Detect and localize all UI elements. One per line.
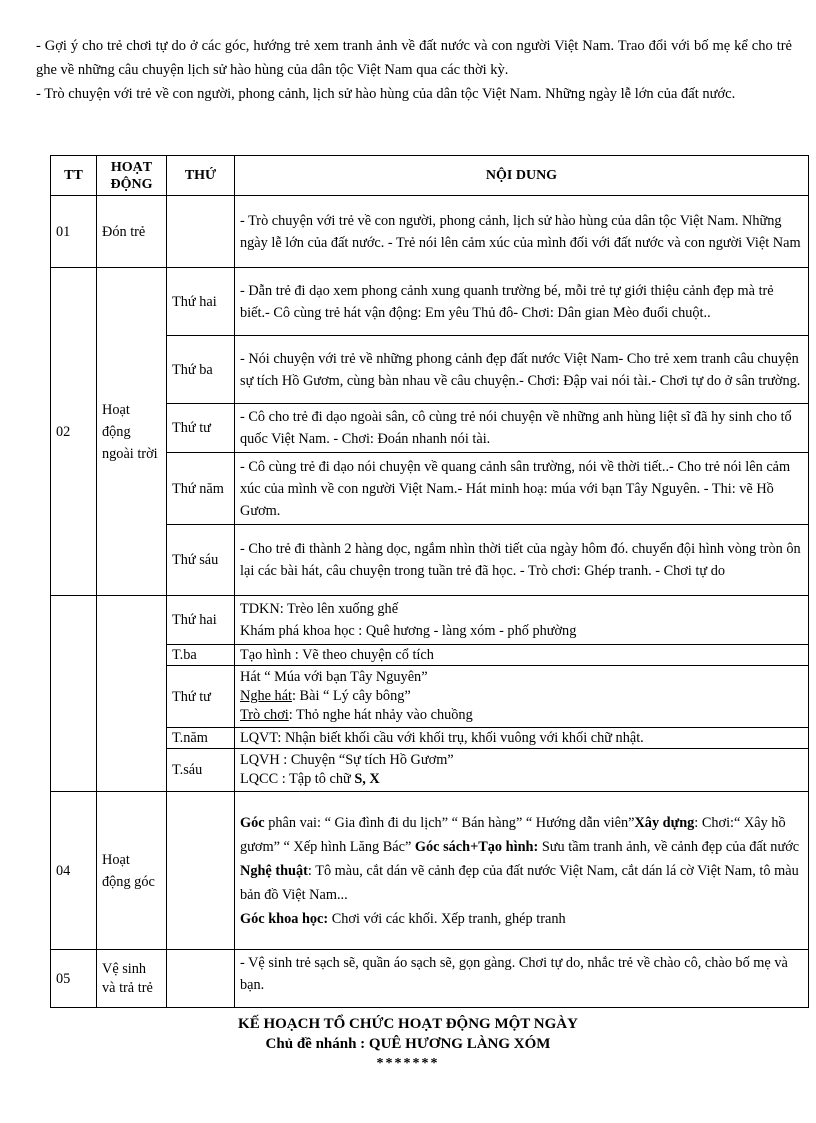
row-day: Thứ tư — [167, 666, 235, 728]
table-row — [51, 792, 809, 950]
table-row — [51, 950, 809, 1008]
row-tt: 02 — [51, 268, 97, 596]
content-text: : Chơi:“ Xây hồ gươm” “ Xếp hình Lăng Bác” — [240, 814, 786, 855]
row-activity: Hoạt động ngoài trời — [97, 268, 167, 596]
header-tt: TT — [51, 156, 97, 196]
row-tt: 05 — [51, 950, 97, 1008]
footer-title: KẾ HOẠCH TỔ CHỨC HOẠT ĐỘNG MỘT NGÀY — [238, 1016, 578, 1032]
content-bold: Góc — [240, 814, 265, 831]
content-text: Chơi với các khối. Xếp tranh, ghép tranh — [328, 910, 566, 927]
table-header-row — [51, 156, 809, 196]
content-bold: Góc khoa học: — [240, 910, 329, 927]
table-row — [51, 268, 809, 336]
content-text: : Thỏ nghe hát nhảy vào chuồng — [288, 707, 473, 723]
content-text: : Bài “ Lý cây bông” — [292, 688, 411, 704]
row-activity: Vệ sinh và trả trẻ — [97, 950, 167, 1008]
row-day — [167, 196, 235, 268]
content-paragraph — [240, 859, 803, 907]
row-content — [235, 666, 809, 728]
content-text: Sưu tầm tranh ảnh, về cảnh đẹp của đất nước — [538, 838, 800, 855]
row-content: - Dẫn trẻ đi dạo xem phong cảnh xung quanh trường bé, mỗi trẻ tự giới thiệu cảnh đẹp mà trẻ biết.- Cô cùng trẻ hát vận động: Em yêu Thủ đô- Chơi: Dân gian Mèo đuổi chuột.. — [235, 268, 809, 336]
row-day: T.sáu — [167, 749, 235, 792]
row-content: - Cô cho trẻ đi dạo ngoài sân, cô cùng trẻ nói chuyện về những anh hùng liệt sĩ đã hy sinh cho tổ quốc Việt Nam. - Chơi: Đoán nhanh nói tài. — [235, 404, 809, 453]
content-paragraph — [240, 907, 803, 931]
row-tt: 01 — [51, 196, 97, 268]
header-noi-dung: NỘI DUNG — [235, 156, 809, 196]
content-text: phân vai: — [264, 814, 325, 831]
content-label: Trò chơi — [240, 707, 289, 723]
footer-subtitle: Chủ đề nhánh : QUÊ HƯƠNG LÀNG XÓM — [265, 1036, 551, 1052]
row-content: - Trò chuyện với trẻ về con người, phong cảnh, lịch sử hào hùng của dân tộc Việt Nam. Những ngày lễ lớn của đất nước. - Trẻ nói lên cảm xúc của mình đối với đất nước và con người Việt Nam — [235, 196, 809, 268]
intro-text — [36, 34, 792, 106]
content-line — [240, 687, 803, 706]
table-row — [51, 596, 809, 645]
row-activity — [97, 596, 167, 792]
row-activity: Hoạt động góc — [97, 792, 167, 950]
row-content — [235, 596, 809, 645]
row-day: Thứ ba — [167, 336, 235, 404]
content-line: Khám phá khoa học : Quê hương - làng xóm - phố phường — [240, 623, 577, 639]
row-day — [167, 792, 235, 950]
content-line — [240, 706, 803, 725]
content-line: LQVH : Chuyện “Sự tích Hồ Gươm” — [240, 752, 454, 768]
intro-paragraph: - Gợi ý cho trẻ chơi tự do ở các góc, hướng trẻ xem tranh ảnh về đất nước và con người Việt Nam. Trao đổi với bố mẹ kể cho trẻ ghe về những câu chuyện lịch sử hào hùng của dân tộc Việt Nam qua các thời kỳ. — [36, 38, 792, 78]
content-line — [240, 770, 803, 789]
row-day: Thứ hai — [167, 268, 235, 336]
row-day: Thứ sáu — [167, 525, 235, 596]
row-tt: 04 — [51, 792, 97, 950]
footer-stars: ******* — [376, 1056, 440, 1071]
row-content: Tạo hình : Vẽ theo chuyện cổ tích — [235, 645, 809, 666]
content-bold: S, X — [354, 771, 380, 787]
row-content — [235, 749, 809, 792]
content-label: Nghe hát — [240, 688, 293, 704]
row-content: - Cho trẻ đi thành 2 hàng dọc, ngắm nhìn thời tiết của ngày hôm đó. chuyển đội hình vòng tròn ôn lại các bài hát, câu chuyện trong tuần trẻ đã học. - Trò chơi: Ghép tranh. - Chơi tự do — [235, 525, 809, 596]
table-row — [51, 196, 809, 268]
content-bold: Góc sách+Tạo hình: — [414, 838, 539, 855]
row-content: - Cô cùng trẻ đi dạo nói chuyện về quang cảnh sân trường, nói về thời tiết..- Cho trẻ nói lên cảm xúc của mình về con người Việt Nam.- Hát minh hoạ: múa với bạn Tây Nguyên. - Thi: vẽ Hồ Gươm. — [235, 453, 809, 525]
row-content: - Nói chuyện với trẻ về những phong cảnh đẹp đất nước Việt Nam- Cho trẻ xem tranh câu chuyện sự tích Hồ Gươm, cùng bàn nhau về câu chuyện.- Chơi: Đập vai nói tài.- Chơi tự do ở sân trường. — [235, 336, 809, 404]
content-text: : Tô màu, cắt dán vẽ cảnh đẹp của đất nước Việt Nam, cắt dán lá cờ Việt Nam, tô màu bản đồ Việt Nam... — [240, 862, 799, 903]
row-content — [235, 792, 809, 950]
content-bold: Nghệ thuật — [240, 862, 308, 879]
header-thu: THỨ — [167, 156, 235, 196]
row-day: Thứ năm — [167, 453, 235, 525]
header-hoat-dong: HOẠT ĐỘNG — [97, 156, 167, 196]
row-day: Thứ hai — [167, 596, 235, 645]
content-line: TDKN: Trèo lên xuống ghế — [240, 601, 399, 617]
row-content: - Vệ sinh trẻ sạch sẽ, quần áo sạch sẽ, gọn gàng. Chơi tự do, nhắc trẻ về chào cô, chào bố mẹ và bạn. — [235, 950, 809, 1008]
content-text: LQCC : Tập tô chữ — [240, 771, 355, 787]
row-day: T.năm — [167, 728, 235, 749]
daily-plan-table — [50, 155, 809, 1008]
row-tt — [51, 596, 97, 792]
row-activity: Đón trẻ — [97, 196, 167, 268]
intro-paragraph: - Trò chuyện với trẻ về con người, phong cảnh, lịch sử hào hùng của dân tộc Việt Nam. Những ngày lễ lớn của đất nước. — [36, 86, 736, 102]
row-day: Thứ tư — [167, 404, 235, 453]
content-line: Hát “ Múa với bạn Tây Nguyên” — [240, 669, 428, 685]
content-bold: Xây dựng — [634, 814, 695, 831]
row-day — [167, 950, 235, 1008]
content-text: “ Gia đình đi du lịch” “ Bán hàng” “ Hướng dẫn viên” — [324, 814, 635, 831]
row-day: T.ba — [167, 645, 235, 666]
content-paragraph — [240, 811, 803, 859]
row-content: LQVT: Nhận biết khối cầu với khối trụ, khối vuông với khối chữ nhật. — [235, 728, 809, 749]
